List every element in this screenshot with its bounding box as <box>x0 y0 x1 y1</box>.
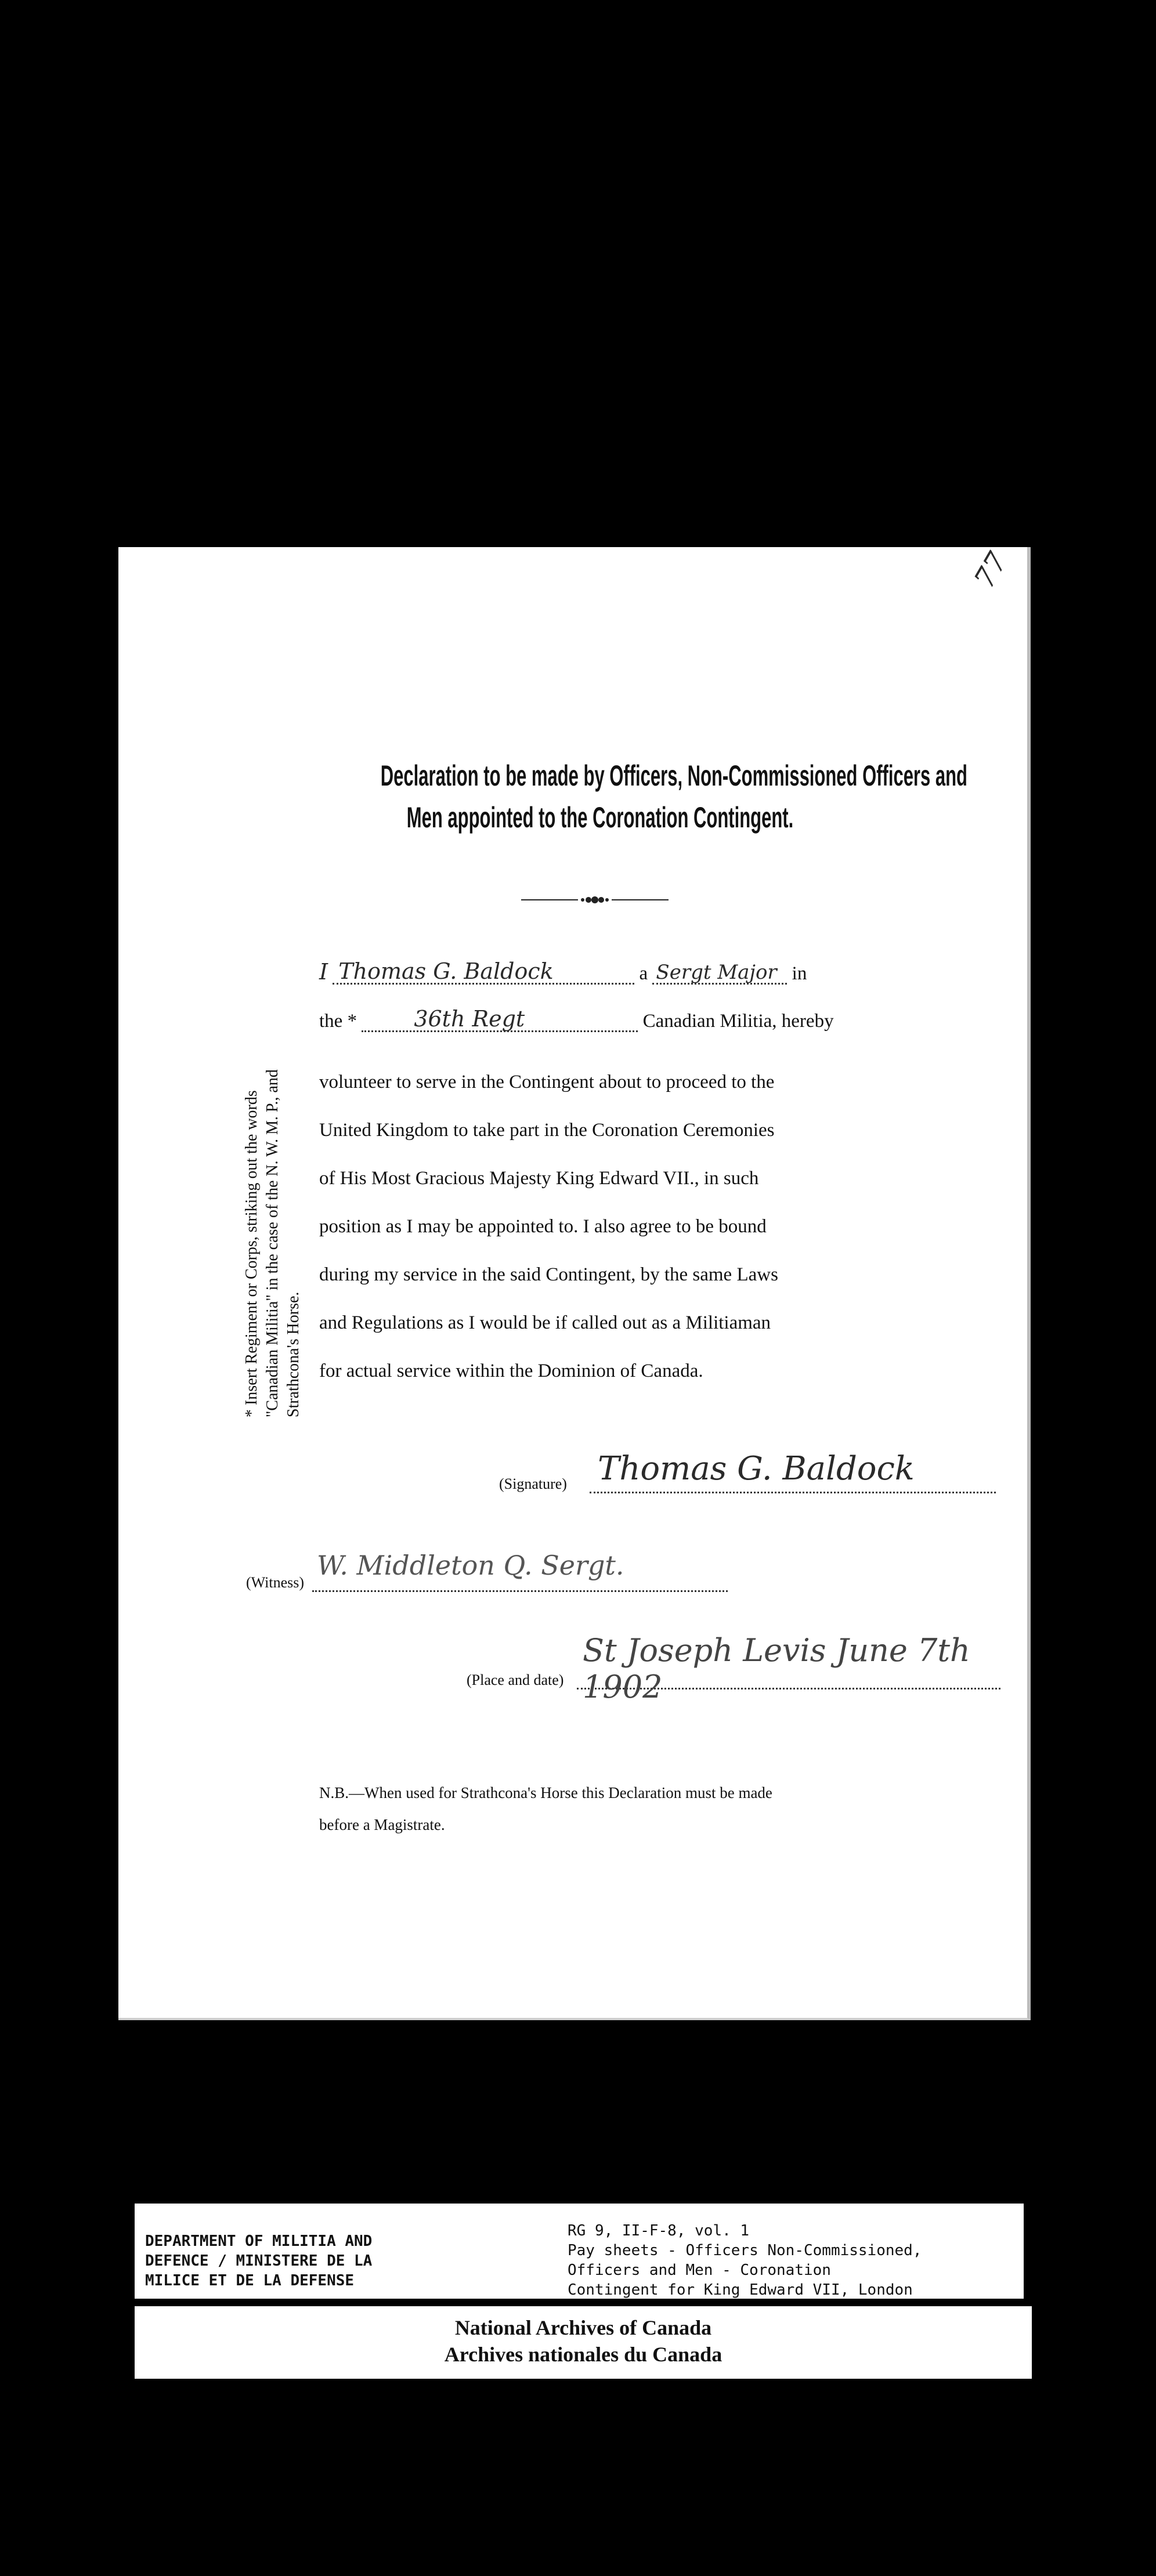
paragraph-line: of His Most Gracious Majesty King Edward VII., in such <box>319 1168 759 1189</box>
declaration-line-1 <box>319 959 996 985</box>
archive-name-en: National Archives of Canada <box>454 2316 712 2339</box>
nb-note <box>319 1777 996 1841</box>
ornament-divider <box>521 893 669 907</box>
department-line: MILICE ET DE LA DEFENSE <box>145 2272 355 2289</box>
declaration-line-2 <box>319 1008 996 1032</box>
rank-handwritten: Sergt Major <box>656 961 777 984</box>
archive-name <box>135 2314 1032 2368</box>
side-note-line-1: * Insert Regiment or Corps, striking out the words <box>243 1090 261 1417</box>
department-line: DEFENCE / MINISTERE DE LA <box>145 2252 373 2270</box>
signature-label: (Signature) <box>499 1475 567 1492</box>
department-label <box>145 2231 372 2291</box>
name-field <box>333 958 634 985</box>
document-sheet <box>118 547 1031 2020</box>
militia-text: Canadian Militia, hereby <box>642 1011 834 1032</box>
nb-line-1: N.B.—When used for Strathcona's Horse this Declaration must be made <box>319 1784 772 1801</box>
archive-name-fr: Archives nationales du Canada <box>444 2343 722 2366</box>
archive-label-card <box>135 2204 1024 2299</box>
witness-label: (Witness) <box>246 1574 305 1591</box>
paragraph-line: United Kingdom to take part in the Coronation Ceremonies <box>319 1120 775 1141</box>
unit-handwritten: 36th Regt <box>414 1006 525 1032</box>
paragraph-line: position as I may be appointed to. I also agree to be bound <box>319 1216 767 1237</box>
record-reference <box>568 2221 922 2300</box>
side-note-line-2: "Canadian Militia" in the case of the N. W. M. P., and <box>263 1069 281 1417</box>
title-line-1: Declaration to be made by Officers, Non-Commissioned Officers and <box>380 759 967 792</box>
in-word: in <box>792 963 807 984</box>
reference-line: Officers and Men - Coronation <box>568 2262 831 2279</box>
name-handwritten: Thomas G. Baldock <box>338 958 554 984</box>
a-word: a <box>639 963 648 984</box>
page-number: 77 <box>967 547 1014 594</box>
declaration-paragraph <box>319 1058 996 1395</box>
title-line-2: Men appointed to the Coronation Contingent. <box>406 801 794 834</box>
paragraph-line: volunteer to serve in the Contingent about to proceed to the <box>319 1072 775 1092</box>
rank-field <box>652 961 787 985</box>
side-note-line-3: Strathcona's Horse. <box>284 1291 302 1417</box>
place-date-label: (Place and date) <box>467 1671 564 1688</box>
signature-line <box>590 1492 996 1493</box>
unit-field <box>362 1008 638 1032</box>
place-date-handwritten: St Joseph Levis June 7th 1902 <box>583 1632 970 1705</box>
reference-line: Contingent for King Edward VII, London <box>568 2281 913 2299</box>
reference-line: Pay sheets - Officers Non-Commissioned, <box>568 2242 922 2259</box>
reference-line: RG 9, II-F-8, vol. 1 <box>568 2222 750 2239</box>
declaration-title <box>380 755 967 838</box>
signature-handwritten: Thomas G. Baldock <box>598 1450 915 1488</box>
paragraph-line: for actual service within the Dominion of Canada. <box>319 1361 703 1381</box>
witness-handwritten: W. Middleton Q. Sergt. <box>317 1550 624 1581</box>
department-line: DEPARTMENT OF MILITIA AND <box>145 2233 373 2250</box>
nb-line-2: before a Magistrate. <box>319 1816 445 1833</box>
archive-name-card <box>135 2306 1032 2379</box>
i-prefix: I <box>319 959 328 985</box>
paragraph-line: and Regulations as I would be if called out as a Militiaman <box>319 1312 771 1333</box>
witness-line <box>312 1590 728 1592</box>
side-note <box>241 988 304 1417</box>
the-word: the * <box>319 1011 357 1032</box>
paragraph-line: during my service in the said Contingent, by the same Laws <box>319 1264 778 1285</box>
